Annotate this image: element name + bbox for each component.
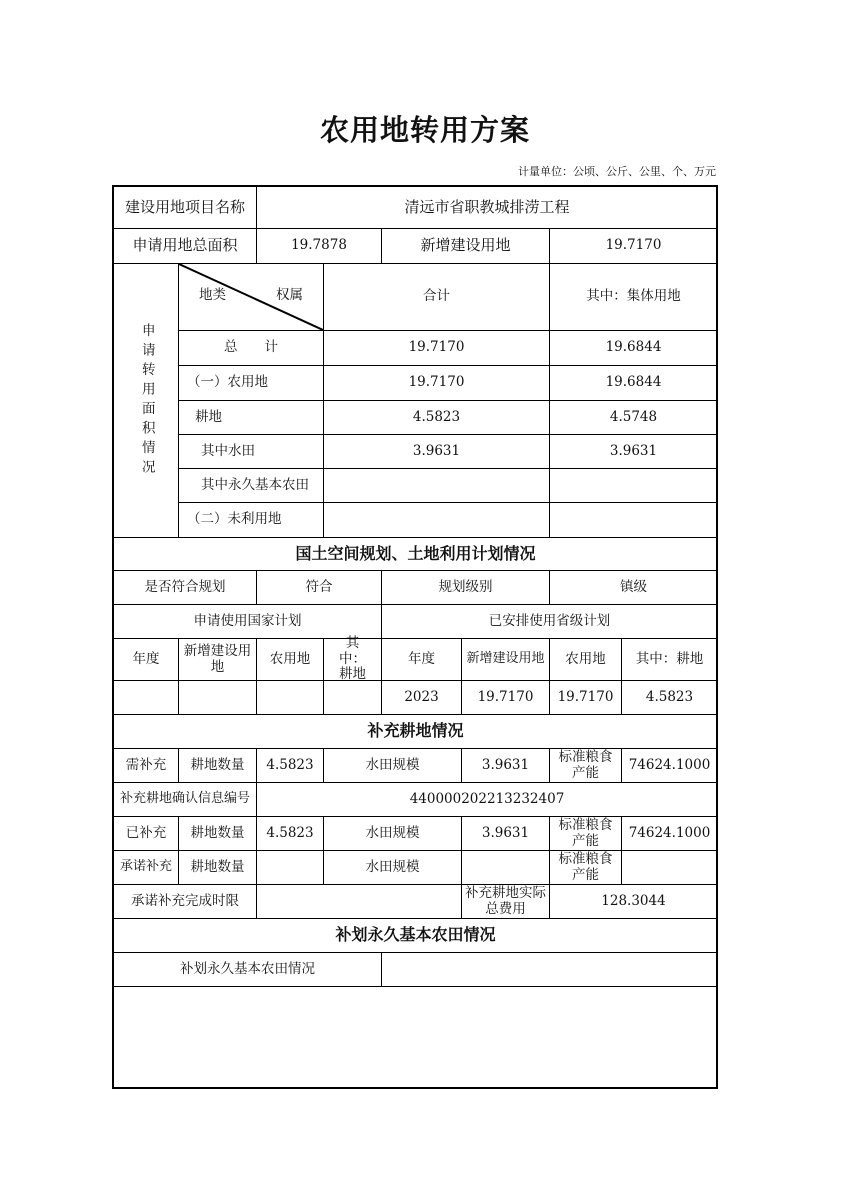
new-construction-label: 新增建设用地 <box>381 228 550 264</box>
side-label-text: 申请转用面积情况 <box>138 322 155 479</box>
row-label: 其中永久基本农田 <box>178 468 324 503</box>
qty-label: 耕地数量 <box>178 850 257 885</box>
planning-section-header: 国土空间规划、土地利用计划情况 <box>113 537 718 571</box>
qty-label: 耕地数量 <box>178 748 257 783</box>
diagonal-header <box>178 263 324 331</box>
grain-label: 标准粮食产能 <box>549 850 622 885</box>
plan-cell: 4.5823 <box>621 680 718 715</box>
row-total: 3.9631 <box>323 434 550 469</box>
grain-label: 标准粮食产能 <box>549 816 622 851</box>
conform-value: 符合 <box>256 570 382 605</box>
row-label: （二）未利用地 <box>178 502 324 538</box>
farmland-section-header: 补划永久基本农田情况 <box>113 918 718 953</box>
plan-col-header: 其中：耕地 <box>323 638 382 681</box>
paddy-label: 水田规模 <box>323 816 462 851</box>
project-name-label: 建设用地项目名称 <box>113 186 257 229</box>
col-collective-header: 其中：集体用地 <box>549 263 718 331</box>
paddy-value: 3.9631 <box>461 816 550 851</box>
diag-right-label: 权属 <box>276 287 303 303</box>
paddy-value <box>461 850 550 885</box>
plan-col-header: 年度 <box>113 638 179 681</box>
supplement-section-header: 补充耕地情况 <box>113 714 718 749</box>
row-collective: 3.9631 <box>549 434 718 469</box>
qty-value: 4.5823 <box>256 748 324 783</box>
row-label: 总 计 <box>178 330 324 366</box>
supp-row-label: 需补充 <box>113 748 179 783</box>
plan-cell: 19.7170 <box>549 680 622 715</box>
row-collective <box>549 468 718 503</box>
row-total <box>323 502 550 538</box>
confirm-label: 补充耕地确认信息编号 <box>113 782 257 817</box>
row-total <box>323 468 550 503</box>
plan-cell <box>178 680 257 715</box>
deadline-value <box>256 884 462 919</box>
paddy-value: 3.9631 <box>461 748 550 783</box>
grain-label: 标准粮食产能 <box>549 748 622 783</box>
level-value: 镇级 <box>549 570 718 605</box>
farmland-label: 补划永久基本农田情况 <box>113 952 382 987</box>
farmland-value <box>381 952 718 987</box>
diag-left-label: 地类 <box>199 287 226 303</box>
project-name-value: 清远市省职教城排涝工程 <box>256 186 718 229</box>
row-total: 19.7170 <box>323 330 550 366</box>
conversion-side-label <box>113 263 179 538</box>
new-construction-value: 19.7170 <box>549 228 718 264</box>
confirm-value: 440000202213232407 <box>256 782 718 817</box>
paddy-label: 水田规模 <box>323 850 462 885</box>
level-label: 规划级别 <box>381 570 550 605</box>
qty-value <box>256 850 324 885</box>
supp-row-label: 已补充 <box>113 816 179 851</box>
cost-value: 128.3044 <box>549 884 718 919</box>
row-label: （一）农用地 <box>178 365 324 401</box>
qty-value: 4.5823 <box>256 816 324 851</box>
plan-cell: 2023 <box>381 680 462 715</box>
plan-col-header: 农用地 <box>549 638 622 681</box>
row-collective: 19.6844 <box>549 365 718 401</box>
col-total-header: 合计 <box>323 263 550 331</box>
grain-value: 74624.1000 <box>621 748 718 783</box>
row-label: 耕地 <box>178 400 324 435</box>
provincial-plan-header: 已安排使用省级计划 <box>381 604 718 639</box>
plan-col-header: 年度 <box>381 638 462 681</box>
supp-row-label: 承诺补充 <box>113 850 179 885</box>
plan-col-header: 农用地 <box>256 638 324 681</box>
deadline-label: 承诺补充完成时限 <box>113 884 257 919</box>
plan-col-header: 其中：耕地 <box>621 638 718 681</box>
unit-note: 计量单位：公顷、公斤、公里、个、万元 <box>518 165 716 178</box>
conform-label: 是否符合规划 <box>113 570 257 605</box>
qty-label: 耕地数量 <box>178 816 257 851</box>
blank-area <box>113 986 718 1089</box>
plan-cell <box>113 680 179 715</box>
total-area-value: 19.7878 <box>256 228 382 264</box>
plan-col-header: 新增建设用地 <box>178 638 257 681</box>
row-total: 19.7170 <box>323 365 550 401</box>
row-collective: 19.6844 <box>549 330 718 366</box>
plan-cell <box>256 680 324 715</box>
total-area-label: 申请用地总面积 <box>113 228 257 264</box>
plan-cell: 19.7170 <box>461 680 550 715</box>
row-collective <box>549 502 718 538</box>
page-title: 农用地转用方案 <box>319 113 530 147</box>
cost-label: 补充耕地实际总费用 <box>461 884 550 919</box>
plan-col-header: 新增建设用地 <box>461 638 550 681</box>
row-label: 其中水田 <box>178 434 324 469</box>
plan-cell <box>323 680 382 715</box>
row-total: 4.5823 <box>323 400 550 435</box>
national-plan-header: 申请使用国家计划 <box>113 604 382 639</box>
grain-value: 74624.1000 <box>621 816 718 851</box>
grain-value <box>621 850 718 885</box>
paddy-label: 水田规模 <box>323 748 462 783</box>
row-collective: 4.5748 <box>549 400 718 435</box>
